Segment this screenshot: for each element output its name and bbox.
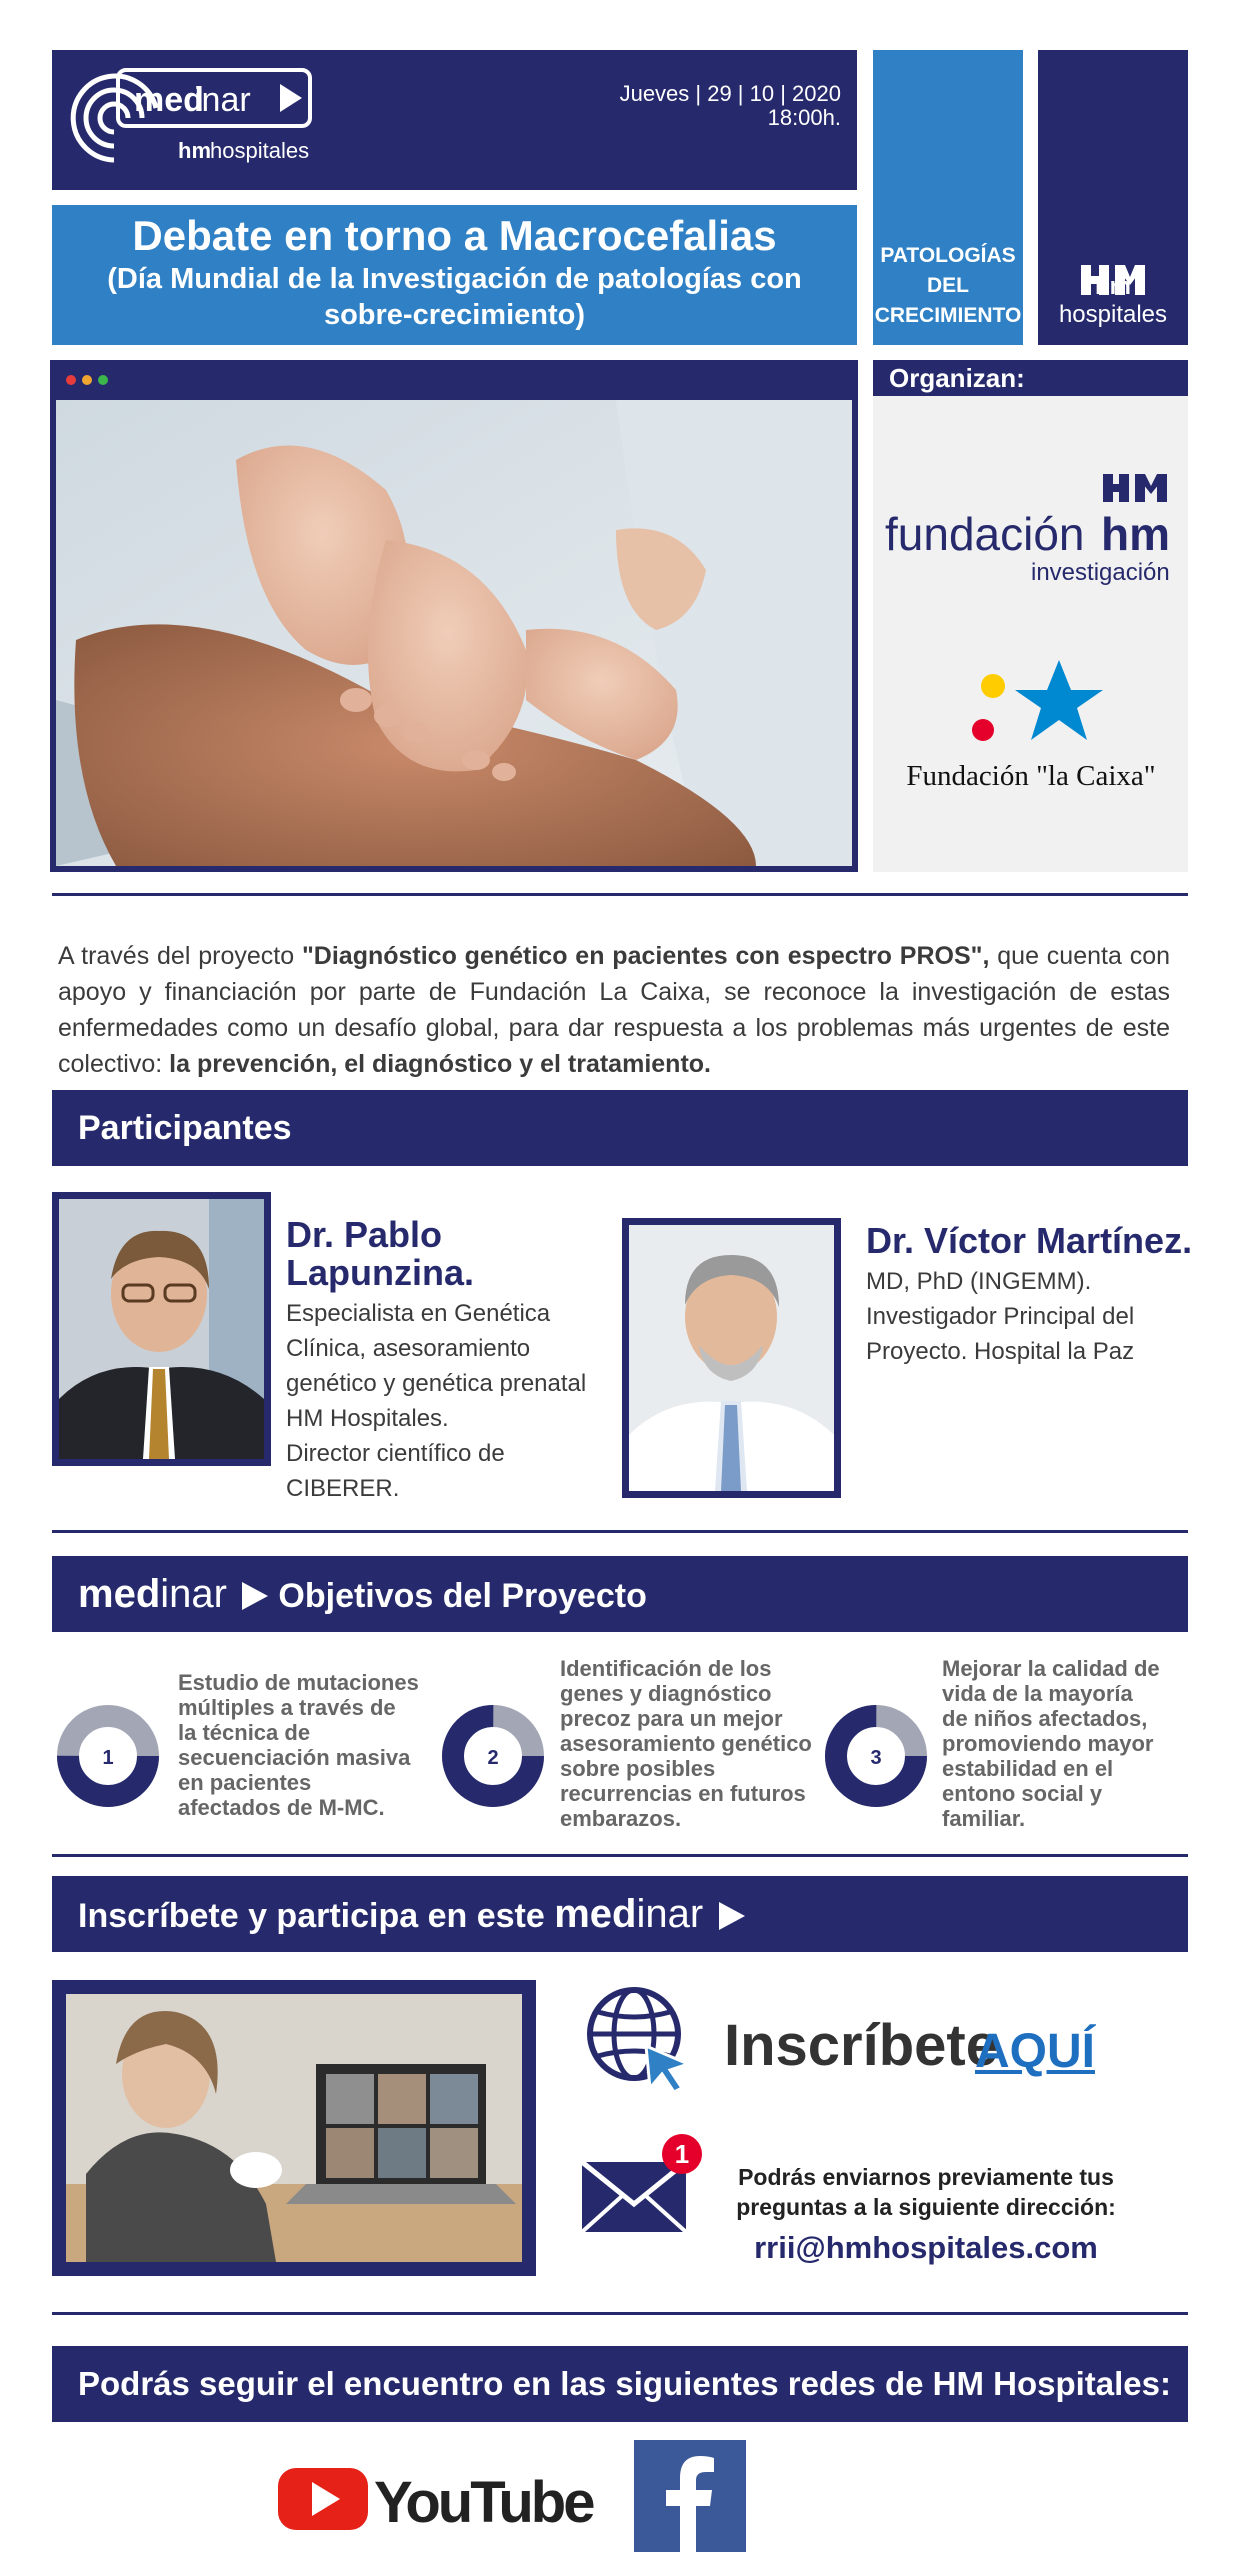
medinar-brand-bold: med [554, 1892, 637, 1936]
participant-2-name: Dr. Víctor Martínez. [866, 1220, 1193, 1261]
objective-3-text: Mejorar la calidad de vida de la mayoría de niños afectados, promoviendo mayor estabilidad en el entono social y familiar. [942, 1656, 1160, 1831]
contact-email-link[interactable]: rrii@hmhospitales.com [754, 2230, 1098, 2265]
medinar-logo [74, 68, 314, 172]
pathology-line-3: CRECIMIENTO [874, 304, 1022, 327]
logo-brand-bold: med [134, 81, 204, 119]
divider [52, 1530, 1188, 1533]
mail-notification-icon [578, 2128, 708, 2238]
header-banner [52, 50, 857, 190]
title-box [52, 205, 857, 345]
participant-1-name: Dr. Pablo Lapunzina. [286, 1214, 474, 1293]
window-dot-yellow [82, 375, 92, 385]
register-heading [52, 1876, 1188, 1952]
divider [52, 1854, 1188, 1857]
window-dot-green [98, 375, 108, 385]
event-date: Jueves | 29 | 10 | 2020 [619, 81, 841, 106]
objective-1-text: Estudio de mutaciones múltiples a través de la técnica de secuenciación masiva en pacientes afectados de M-MC. [178, 1670, 419, 1820]
medinar-brand-light: inar [160, 1572, 227, 1616]
baby-feet-photo [56, 400, 852, 866]
objective-2-ring [437, 1700, 549, 1812]
event-datetime [620, 82, 841, 130]
divider [52, 2312, 1188, 2315]
hm-hospitales-badge [1038, 50, 1188, 345]
youtube-text: YouTube [374, 2470, 593, 2535]
register-link[interactable]: AQUÍ [975, 2025, 1095, 2078]
mail-badge-count: 1 [674, 2139, 690, 2169]
objective-1-ring [52, 1700, 164, 1812]
woman-video-call-photo [66, 1994, 522, 2262]
window-dot-red [66, 375, 76, 385]
objective-2-number: 2 [487, 1747, 499, 1769]
participants-heading: Participantes [52, 1090, 1188, 1166]
portrait-victor [629, 1225, 834, 1491]
objectives-heading [52, 1556, 1188, 1632]
objective-1-number: 1 [102, 1747, 114, 1769]
objective-3-ring [820, 1700, 932, 1812]
video-call-photo-frame [52, 1980, 536, 2276]
fundacion-hm-text: hm [1101, 508, 1170, 560]
facebook-icon [634, 2440, 746, 2552]
fundacion-text: fundación [885, 508, 1085, 560]
fundacion-la-caixa-logo [881, 650, 1181, 820]
medinar-brand-bold: med [78, 1572, 161, 1616]
participant-2-description: MD, PhD (INGEMM). Investigador Principal del Proyecto. Hospital la Paz [866, 1268, 1135, 1365]
play-icon [280, 84, 302, 112]
event-subtitle: (Día Mundial de la Investigación de patologías con sobre-crecimiento) [107, 263, 802, 331]
register-heading-text: Inscríbete y participa en este [78, 1897, 555, 1935]
avatar-pablo-lapunzina [52, 1192, 271, 1466]
pathology-line-1: PATOLOGÍAS [880, 244, 1016, 267]
organizers-panel [873, 360, 1188, 872]
facebook-button[interactable] [634, 2440, 746, 2552]
youtube-logo [278, 2462, 593, 2535]
pathology-badge [873, 50, 1023, 345]
baby-photo-frame [50, 360, 858, 872]
play-icon [242, 1582, 268, 1610]
objectives-title: Objetivos del Proyecto [278, 1577, 647, 1615]
fundacion-hm-logo [881, 460, 1181, 600]
avatar-victor-martinez [622, 1218, 841, 1498]
event-title: Debate en torno a Macrocefalias [132, 212, 777, 259]
organizers-heading: Organizan: [873, 360, 1188, 396]
divider [52, 893, 1188, 896]
objective-2-text: Identificación de los genes y diagnóstico precoz para un mejor asesoramiento genético sobre posibles recurrencias en futuros embarazos. [560, 1656, 812, 1831]
register-cta-text: Inscríbete [724, 2013, 998, 2078]
social-heading: Podrás seguir el encuentro en las siguientes redes de HM Hospitales: [52, 2346, 1188, 2422]
intro-paragraph: A través del proyecto "Diagnóstico genético en pacientes con espectro PROS", que cuenta con apoyo y financiación por parte de Fundación La Caixa, se reconoce la investigación de estas enfermedades como un desafío global, para dar respuesta a los problemas más urgentes de este colectivo: la prevención, el diagnóstico y el tratamiento. [58, 942, 1171, 1078]
fundacion-investigacion-text: investigación [1031, 559, 1170, 586]
portrait-pablo [59, 1199, 264, 1459]
logo-sub-bold: hm [178, 138, 211, 163]
pathology-line-2: DEL [927, 274, 969, 297]
logo-brand-light: inar [194, 81, 251, 119]
logo-sub-light: hospitales [210, 138, 310, 163]
caixa-text: Fundación "la Caixa" [906, 760, 1156, 792]
globe-cursor-icon[interactable] [584, 1984, 694, 2094]
objective-3-number: 3 [870, 1747, 882, 1769]
mail-note: Podrás enviarnos previamente tus preguntas a la siguiente dirección: [736, 2164, 1116, 2220]
medinar-brand-light: inar [636, 1892, 704, 1936]
participant-1-description: Especialista en Genética Clínica, asesoramiento genético y genética prenatal HM Hospitales. Director científico de CIBERER. [286, 1300, 587, 1502]
hm-logo-text: hm hospitales [1058, 273, 1168, 328]
play-icon [719, 1902, 745, 1930]
youtube-button[interactable] [278, 2462, 593, 2535]
event-time: 18:00h. [767, 105, 841, 130]
